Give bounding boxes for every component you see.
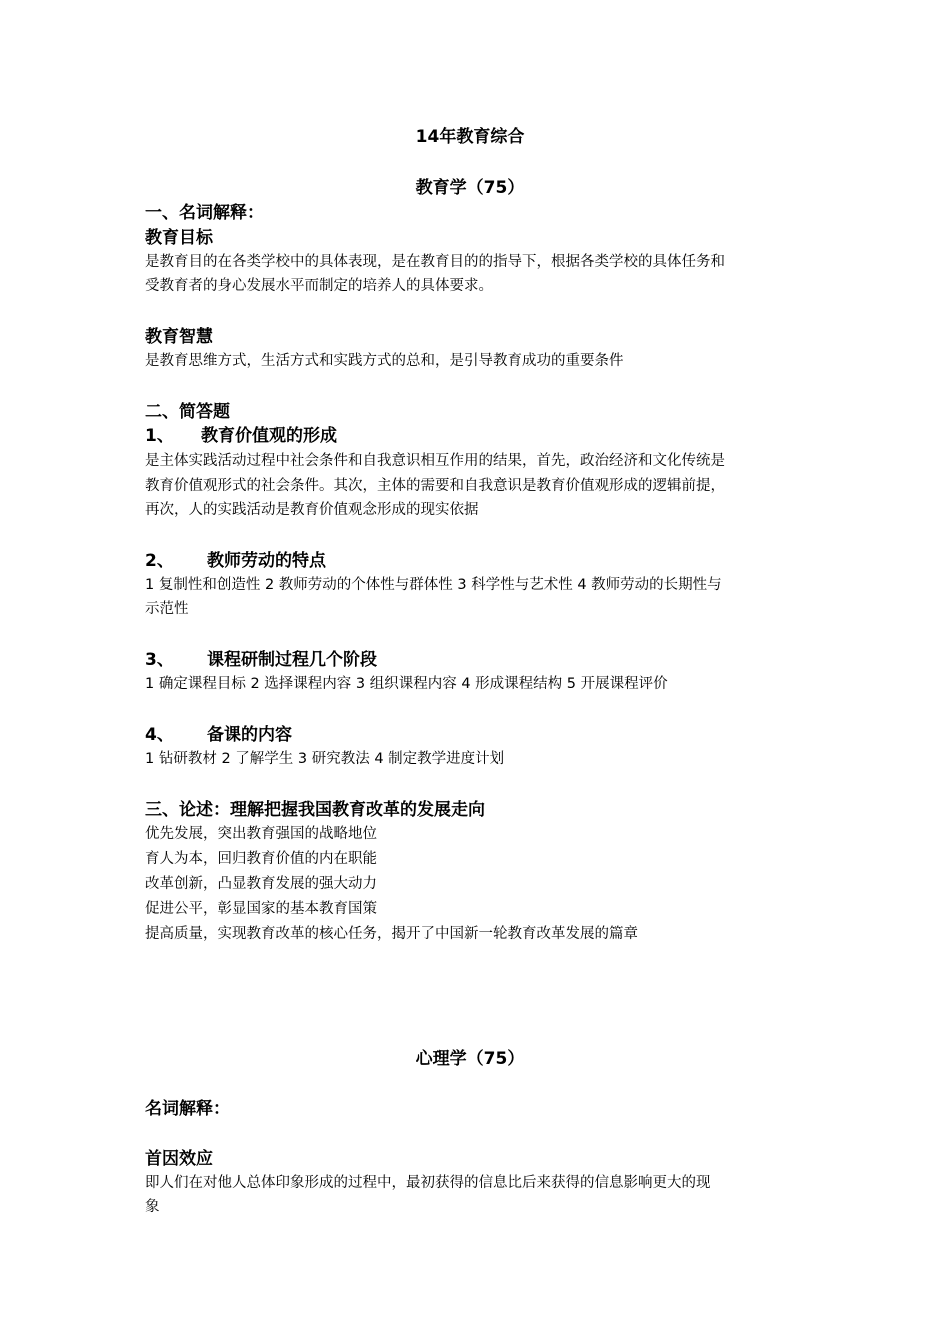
question-2-title: 教师劳动的特点 <box>207 551 326 571</box>
question-4-number: 4、 <box>145 725 174 745</box>
term-primacy-effect: 首因效应 <box>145 1149 213 1169</box>
education-section-title: 教育学（75） <box>415 178 525 198</box>
term-education-wisdom-def-1: 是教育思维方式，生活方式和实践方式的总和，是引导教育成功的重要条件 <box>145 353 624 369</box>
document-title: 14年教育综合 <box>415 127 525 147</box>
question-1-line-3: 再次，人的实践活动是教育价值观念形成的现实依据 <box>145 502 479 518</box>
question-4-line-1: 1 钻研教材 2 了解学生 3 研究教法 4 制定教学进度计划 <box>145 751 505 767</box>
question-1-title: 教育价值观的形成 <box>201 426 337 446</box>
essay-point-3: 改革创新，凸显教育发展的强大动力 <box>145 876 377 892</box>
question-3-number: 3、 <box>145 650 174 670</box>
essay-point-2: 育人为本，回归教育价值的内在职能 <box>145 851 377 867</box>
term-education-goal: 教育目标 <box>145 228 213 248</box>
question-2-line-2: 示范性 <box>145 601 189 617</box>
edu-part3-heading: 三、论述：理解把握我国教育改革的发展走向 <box>145 800 485 820</box>
question-3-line-1: 1 确定课程目标 2 选择课程内容 3 组织课程内容 4 形成课程结构 5 开展课程评价 <box>145 676 668 692</box>
question-1-heading <box>145 425 337 447</box>
term-education-goal-def-1: 是教育目的在各类学校中的具体表现，是在教育目的的指导下，根据各类学校的具体任务和 <box>145 254 725 270</box>
essay-point-4: 促进公平，彰显国家的基本教育国策 <box>145 901 377 917</box>
question-2-line-1: 1 复制性和创造性 2 教师劳动的个体性与群体性 3 科学性与艺术性 4 教师劳动的长期性与 <box>145 577 722 593</box>
term-primacy-effect-def-2: 象 <box>145 1199 160 1215</box>
question-2-heading <box>145 550 326 572</box>
question-1-number: 1、 <box>145 426 174 446</box>
question-4-heading <box>145 724 292 746</box>
question-4-title: 备课的内容 <box>207 725 292 745</box>
term-education-goal-def-2: 受教育者的身心发展水平而制定的培养人的具体要求。 <box>145 278 493 294</box>
question-1-line-1: 是主体实践活动过程中社会条件和自我意识相互作用的结果，首先，政治经济和文化传统是 <box>145 453 725 469</box>
edu-part1-heading: 一、名词解释： <box>145 203 264 223</box>
term-primacy-effect-def-1: 即人们在对他人总体印象形成的过程中，最初获得的信息比后来获得的信息影响更大的现 <box>145 1175 711 1191</box>
essay-point-1: 优先发展，突出教育强国的战略地位 <box>145 826 377 842</box>
edu-part2-heading: 二、简答题 <box>145 402 230 422</box>
psychology-section-title: 心理学（75） <box>415 1049 525 1069</box>
essay-point-5: 提高质量，实现教育改革的核心任务，揭开了中国新一轮教育改革发展的篇章 <box>145 926 638 942</box>
question-1-line-2: 教育价值观形式的社会条件。其次，主体的需要和自我意识是教育价值观形成的逻辑前提， <box>145 478 725 494</box>
term-education-wisdom: 教育智慧 <box>145 327 213 347</box>
question-3-heading <box>145 649 377 671</box>
question-3-title: 课程研制过程几个阶段 <box>207 650 377 670</box>
question-2-number: 2、 <box>145 551 174 571</box>
psy-part1-heading: 名词解释： <box>145 1099 230 1119</box>
